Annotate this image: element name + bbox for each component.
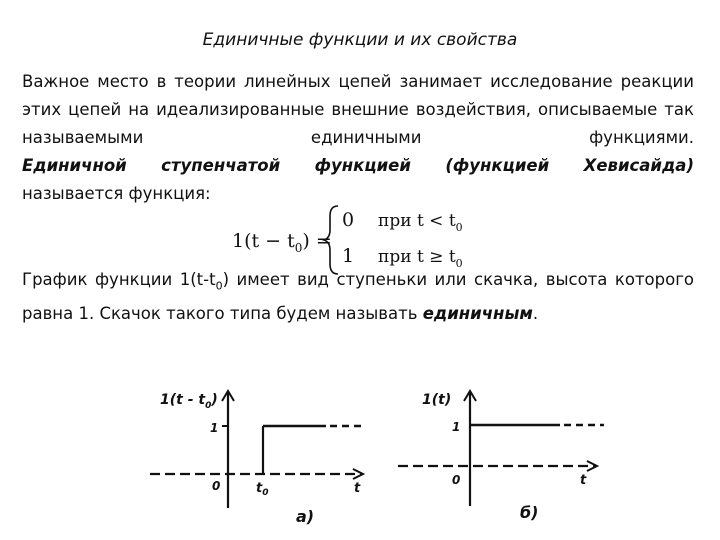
fig-b-x-arrow (587, 461, 597, 471)
fig-b-one-label: 1 (452, 420, 461, 434)
fig-a-zero-label: 0 (212, 479, 221, 493)
unit-jump-term: единичным (422, 304, 533, 324)
formula-case1-cond: при $t < t_0$ (378, 211, 463, 234)
fig-b-ylabel: 1(t) (422, 392, 452, 408)
formula-lhs: $1(t - t_0)$ = (232, 230, 332, 255)
formula-case1-value: 0 (342, 209, 355, 231)
fig-b-t-label: t (580, 473, 587, 488)
fig-a-ylabel: $1(t - t_0)$ (160, 392, 218, 411)
figure-b (398, 391, 604, 522)
page-title: Единичные функции и их свойства (202, 30, 518, 50)
fig-a-one-label: 1 (210, 421, 219, 435)
fig-b-caption: б) (520, 503, 539, 522)
figure-a (150, 391, 366, 526)
fig-a-caption: а) (296, 507, 315, 526)
fig-a-t0-label: $t_0$ (256, 481, 269, 498)
heaviside-term: Единичной ступенчатой функцией (функцией Хевисайда) (22, 156, 694, 175)
formula-case2-cond: при $t \ge t_0$ (378, 247, 463, 270)
fig-b-zero-label: 0 (452, 473, 461, 487)
formula-case2-value: 1 (342, 245, 355, 267)
intro-text: Важное место в теории линейных цепей занимает исследование реакции этих цепей на идеализированные внешние воздействия, описываемые так называемыми единичными функциями. (22, 72, 694, 147)
fig-a-t-label: t (354, 481, 361, 496)
intro-suffix: называется функция: (22, 184, 211, 203)
graph-description: График функции $1(t-t_0)$ имеет вид ступеньки или скачка, высота которого равна 1. Скачок такого типа будем называть единичным. (22, 270, 694, 324)
